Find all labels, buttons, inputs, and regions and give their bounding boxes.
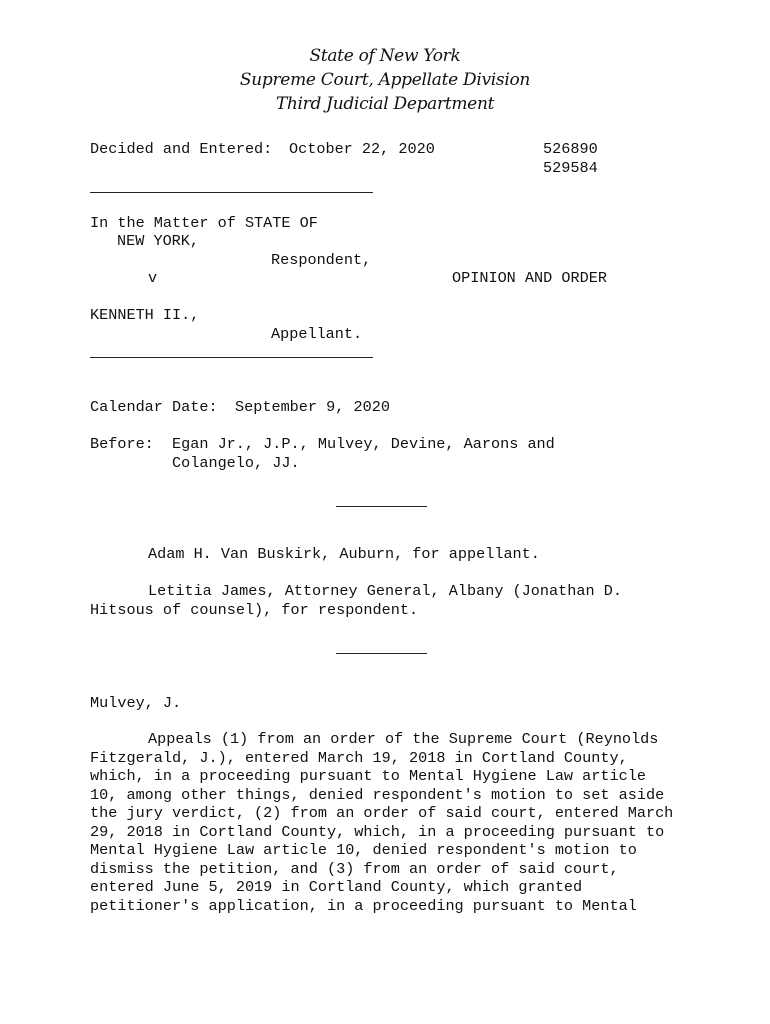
opinion-text-line: Fitzgerald, J.), entered March 19, 2018 in Cortland County, [90, 749, 628, 767]
decided-label: Decided and Entered: [90, 140, 273, 158]
opinion-text-line: entered June 5, 2019 in Cortland County, which granted [90, 878, 583, 896]
counsel-respondent-line-1: Letitia James, Attorney General, Albany (Jonathan D. [148, 582, 622, 600]
court-name: Supreme Court, Appellate Division [239, 70, 531, 90]
document-type: OPINION AND ORDER [452, 269, 607, 287]
court-state: State of New York [309, 46, 461, 66]
opinion-text-line: 29, 2018 in Cortland County, which, in a proceeding pursuant to [90, 823, 665, 841]
caption-line-2: NEW YORK, [117, 232, 200, 250]
caption-top-rule [90, 192, 373, 193]
docket-number-1: 526890 [543, 140, 598, 158]
caption-bottom-rule [90, 357, 373, 358]
calendar-date: September 9, 2020 [235, 398, 390, 416]
counsel-respondent-line-2: Hitsous of counsel), for respondent. [90, 601, 419, 619]
section-divider-2 [336, 653, 427, 654]
calendar-label: Calendar Date: [90, 398, 218, 416]
opinion-text-line: Mental Hygiene Law article 10, denied respondent's motion to [90, 841, 637, 859]
respondent-label: Respondent, [271, 251, 372, 269]
appellant-label: Appellant. [271, 325, 363, 343]
before-label: Before: [90, 435, 154, 453]
opinion-text-line: petitioner's application, in a proceeding pursuant to Mental [90, 897, 637, 915]
before-panel-line-2: Colangelo, JJ. [172, 454, 300, 472]
versus: v [148, 269, 158, 287]
before-panel-line-1: Egan Jr., J.P., Mulvey, Devine, Aarons and [172, 435, 555, 453]
decided-date: October 22, 2020 [289, 140, 435, 158]
opinion-author: Mulvey, J. [90, 694, 182, 712]
opinion-text-line: which, in a proceeding pursuant to Mental Hygiene Law article [90, 767, 646, 785]
counsel-appellant: Adam H. Van Buskirk, Auburn, for appellant. [148, 545, 540, 563]
opinion-text-line: Appeals (1) from an order of the Supreme Court (Reynolds [148, 730, 659, 748]
opinion-text-line: dismiss the petition, and (3) from an order of said court, [90, 860, 619, 878]
opinion-text-line: the jury verdict, (2) from an order of said court, entered March [90, 804, 674, 822]
section-divider-1 [336, 506, 427, 507]
caption-line-1: In the Matter of STATE OF [90, 214, 318, 232]
appellant-name: KENNETH II., [90, 306, 200, 324]
opinion-text-line: 10, among other things, denied respondent's motion to set aside [90, 786, 665, 804]
court-department: Third Judicial Department [275, 94, 495, 114]
docket-number-2: 529584 [543, 159, 598, 177]
